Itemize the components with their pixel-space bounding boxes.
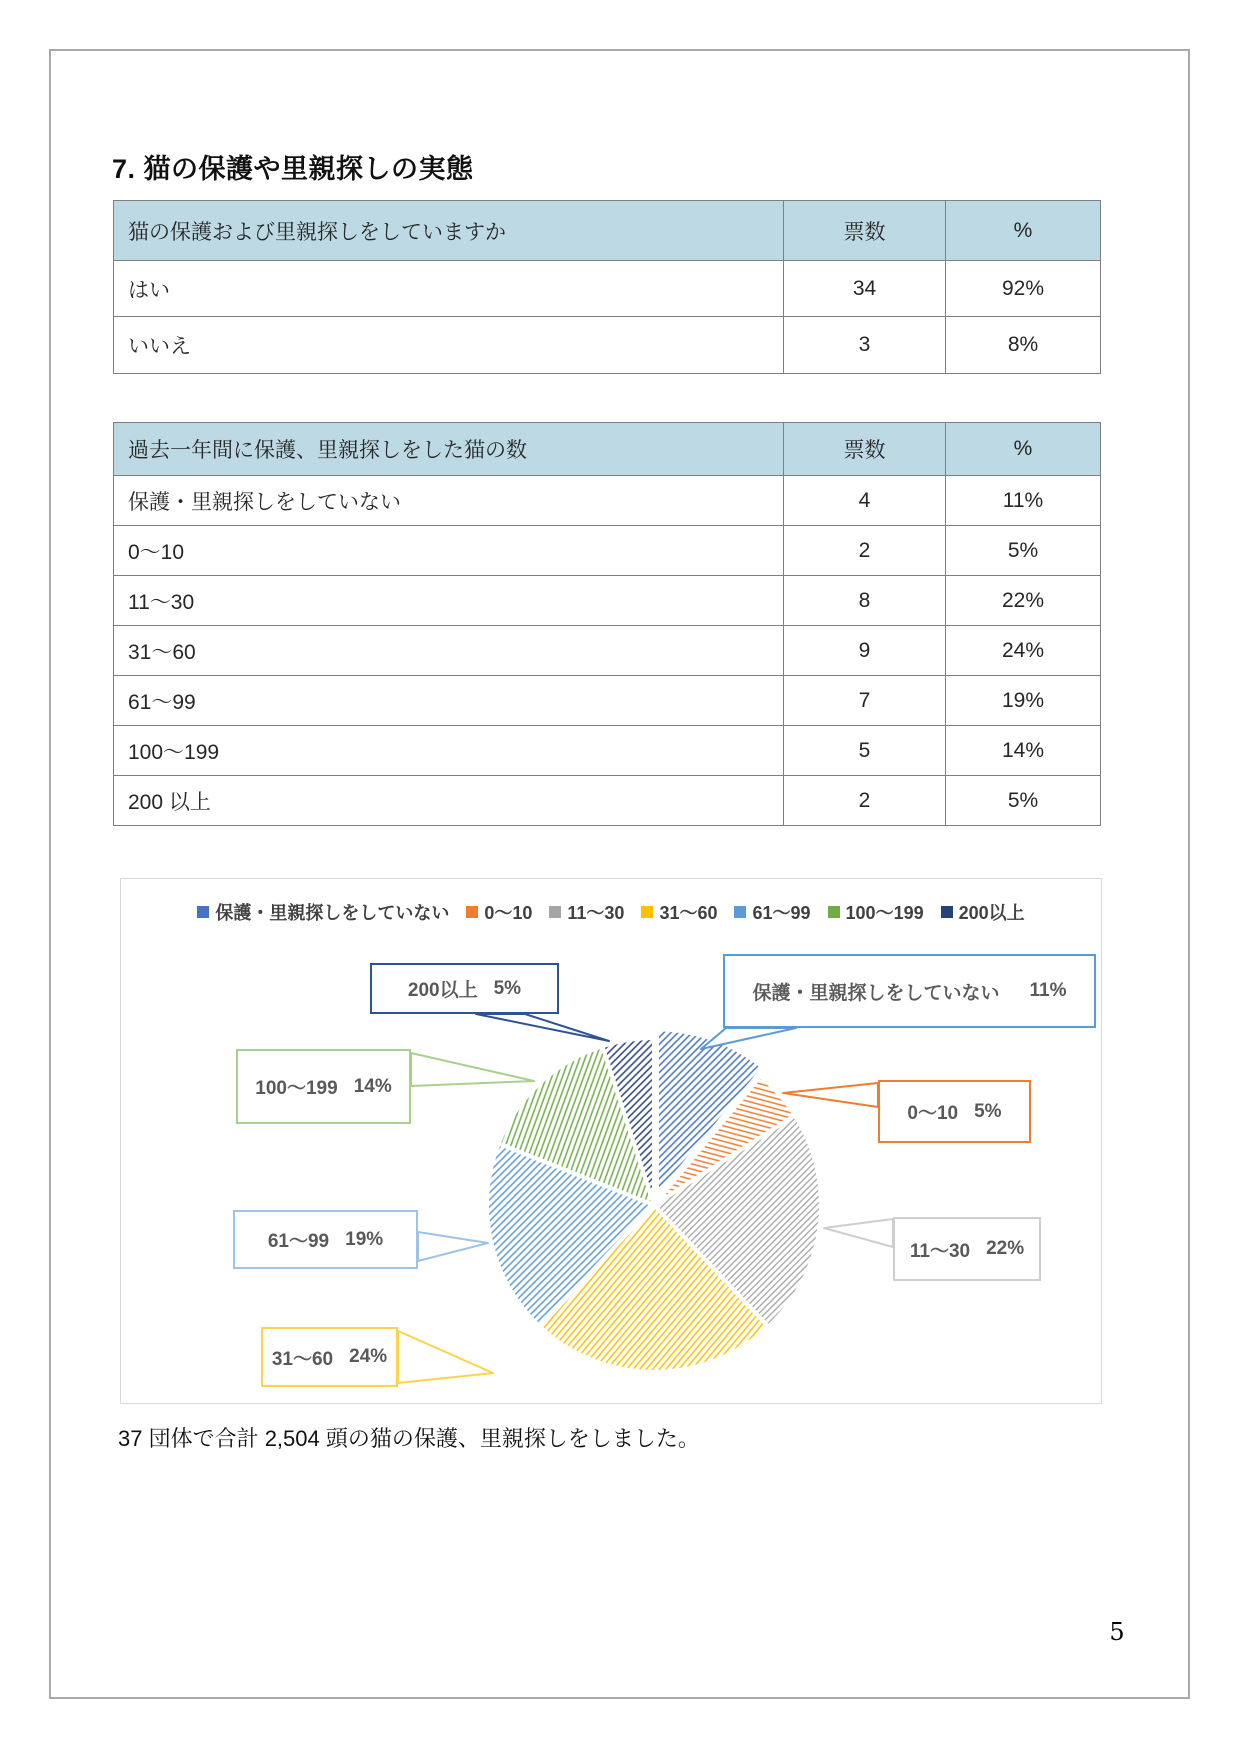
percent-value: 24% bbox=[946, 626, 1101, 676]
callout-no-rescue bbox=[723, 954, 1096, 1028]
percent-value: 5% bbox=[946, 776, 1101, 826]
callout-0-10 bbox=[878, 1080, 1031, 1143]
votes-value: 7 bbox=[784, 676, 946, 726]
legend-swatch bbox=[466, 906, 478, 918]
legend-swatch bbox=[641, 906, 653, 918]
protection-survey-table bbox=[113, 200, 1101, 374]
callout-tail bbox=[418, 1232, 488, 1261]
answer-label: 200 以上 bbox=[114, 776, 784, 826]
table-row bbox=[114, 676, 1101, 726]
legend-swatch bbox=[549, 906, 561, 918]
callout-61-99 bbox=[233, 1210, 418, 1269]
legend-swatch bbox=[941, 906, 953, 918]
votes-value: 3 bbox=[784, 317, 946, 374]
legend-label: 200以上 bbox=[958, 903, 1025, 923]
answer-label: 保護・里親探しをしていない bbox=[114, 476, 784, 526]
legend-swatch bbox=[828, 906, 840, 918]
table-row bbox=[114, 726, 1101, 776]
table-row bbox=[114, 526, 1101, 576]
callout-200-plus bbox=[370, 963, 559, 1014]
callout-tail bbox=[783, 1083, 878, 1107]
percent-value: 8% bbox=[946, 317, 1101, 374]
votes-value: 2 bbox=[784, 776, 946, 826]
table-header-percent: % bbox=[946, 423, 1101, 476]
table-header-row bbox=[114, 201, 1101, 261]
callout-label: 61〜99 bbox=[267, 1231, 330, 1252]
table-row bbox=[114, 317, 1101, 374]
table-row bbox=[114, 476, 1101, 526]
table-row bbox=[114, 626, 1101, 676]
callout-100-199 bbox=[236, 1049, 411, 1124]
legend-item bbox=[641, 899, 717, 925]
callout-percent: 14% bbox=[353, 1075, 392, 1097]
callout-label: 200以上 bbox=[407, 980, 478, 1001]
callout-percent: 22% bbox=[986, 1238, 1025, 1259]
answer-label: 0〜10 bbox=[114, 526, 784, 576]
callout-label: 31〜60 bbox=[271, 1348, 334, 1370]
legend-label: 61〜99 bbox=[752, 903, 811, 923]
callout-percent: 11% bbox=[1029, 980, 1067, 1001]
votes-value: 5 bbox=[784, 726, 946, 776]
callout-tail bbox=[398, 1331, 493, 1383]
answer-label: 11〜30 bbox=[114, 576, 784, 626]
percent-value: 22% bbox=[946, 576, 1101, 626]
callout-percent: 5% bbox=[974, 1100, 1002, 1122]
pie-chart-figure bbox=[120, 878, 1102, 1404]
legend-item bbox=[734, 899, 810, 925]
table-header-question: 過去一年間に保護、里親探しをした猫の数 bbox=[114, 423, 784, 476]
answer-label: はい bbox=[114, 261, 784, 317]
votes-value: 4 bbox=[784, 476, 946, 526]
legend-item bbox=[549, 899, 624, 925]
table-header-question: 猫の保護および里親探しをしていますか bbox=[114, 201, 784, 261]
pie-slices bbox=[487, 1030, 821, 1372]
table-header-votes: 票数 bbox=[784, 423, 946, 476]
callout-tail bbox=[411, 1053, 534, 1086]
callout-label: 保護・里親探しをしていない bbox=[752, 982, 1000, 1004]
legend-item bbox=[197, 899, 449, 925]
legend-label: 0〜10 bbox=[484, 903, 533, 923]
legend-label: 31〜60 bbox=[659, 903, 718, 923]
percent-value: 11% bbox=[946, 476, 1101, 526]
callout-label: 0〜10 bbox=[907, 1103, 959, 1124]
summary-text: 37 団体で合計 2,504 頭の猫の保護、里親探しをしました。 bbox=[118, 1426, 700, 1451]
percent-value: 92% bbox=[946, 261, 1101, 317]
table-row bbox=[114, 776, 1101, 826]
legend-swatch bbox=[734, 906, 746, 918]
table-header-percent: % bbox=[946, 201, 1101, 261]
legend-item bbox=[941, 899, 1025, 925]
table-header-votes: 票数 bbox=[784, 201, 946, 261]
percent-value: 5% bbox=[946, 526, 1101, 576]
answer-label: 100〜199 bbox=[114, 726, 784, 776]
legend-item bbox=[466, 899, 532, 925]
callout-label: 100〜199 bbox=[255, 1078, 338, 1099]
answer-label: 31〜60 bbox=[114, 626, 784, 676]
chart-legend bbox=[121, 899, 1101, 925]
callout-31-60 bbox=[261, 1327, 398, 1387]
callout-tail bbox=[701, 1028, 796, 1049]
callout-percent: 19% bbox=[345, 1228, 384, 1250]
votes-value: 34 bbox=[784, 261, 946, 317]
table-row bbox=[114, 576, 1101, 626]
page-number: 5 bbox=[1109, 1618, 1125, 1646]
answer-label: いいえ bbox=[114, 317, 784, 374]
votes-value: 9 bbox=[784, 626, 946, 676]
section-heading: 7. 猫の保護や里親探しの実態 bbox=[112, 154, 474, 184]
votes-value: 2 bbox=[784, 526, 946, 576]
callout-label: 11〜30 bbox=[909, 1240, 971, 1262]
table-row bbox=[114, 261, 1101, 317]
percent-value: 19% bbox=[946, 676, 1101, 726]
legend-label: 11〜30 bbox=[567, 903, 625, 923]
table-header-row bbox=[114, 423, 1101, 476]
callout-tail bbox=[824, 1219, 893, 1247]
callout-11-30 bbox=[893, 1217, 1041, 1281]
legend-label: 100〜199 bbox=[845, 903, 924, 923]
legend-swatch bbox=[197, 906, 209, 918]
cat-count-survey-table bbox=[113, 422, 1101, 826]
callout-percent: 5% bbox=[493, 977, 522, 999]
legend-item bbox=[828, 899, 924, 925]
legend-label: 保護・里親探しをしていない bbox=[215, 903, 450, 923]
percent-value: 14% bbox=[946, 726, 1101, 776]
answer-label: 61〜99 bbox=[114, 676, 784, 726]
votes-value: 8 bbox=[784, 576, 946, 626]
callout-percent: 24% bbox=[349, 1346, 388, 1367]
callout-tail bbox=[476, 1014, 609, 1041]
